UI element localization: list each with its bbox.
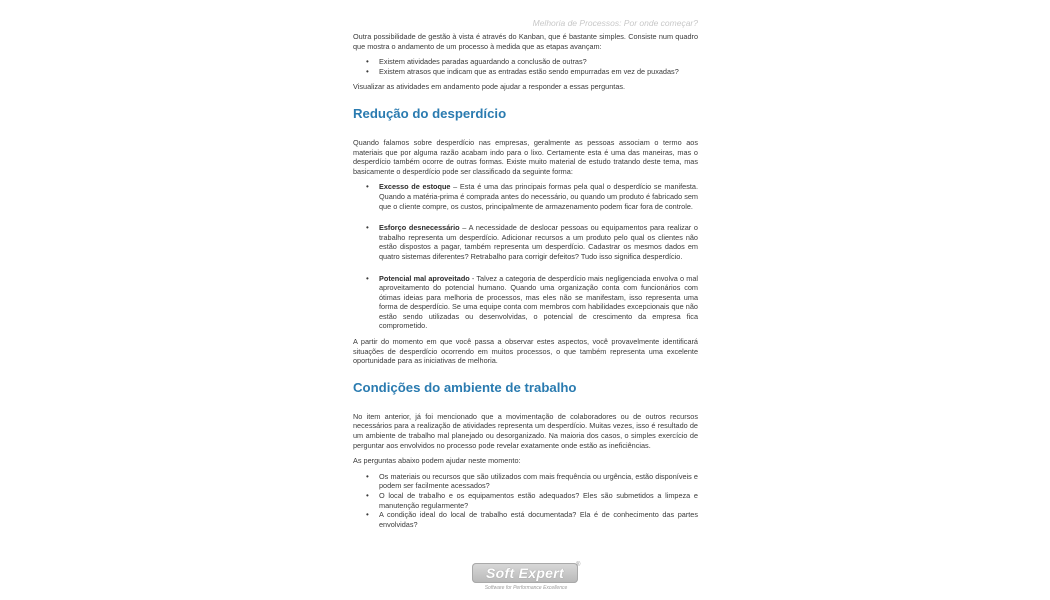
term-description: – A necessidade de deslocar pessoas ou equipamentos para realizar o trabalho representa um desperdício. Adicionar recursos a um produto pelo qual os clientes não estão dispostos a pagar, também representa um desperdício. Cadastrar os mesmos dados em quatro sistemas diferentes? Retrabalho para corrigir defeitos? Tudo isso significa desperdício. bbox=[379, 223, 698, 261]
bullet-icon: • bbox=[366, 57, 369, 67]
running-header: Melhoria de Processos: Por onde começar? bbox=[532, 18, 698, 28]
intro-paragraph: Outra possibilidade de gestão à vista é através do Kanban, que é bastante simples. Consiste num quadro que mostra o andamento de um processo à medida que as etapas avançam: bbox=[353, 32, 698, 51]
list-item-text: Existem atividades paradas aguardando a conclusão de outras? bbox=[379, 57, 587, 67]
term-description: – Esta é uma das principais formas pela qual o desperdício se manifesta. Quando a matéria-prima é comprada antes do necessário, ou quando um produto é fabricado sem que o cliente compre, os custos, principalmente de armazenamento podem ficar fora de controle. bbox=[379, 182, 698, 211]
list-item bbox=[366, 57, 698, 67]
environment-lead: As perguntas abaixo podem ajudar neste momento: bbox=[353, 456, 521, 466]
intro-closing: Visualizar as atividades em andamento pode ajudar a responder a essas perguntas. bbox=[353, 82, 626, 92]
logo-text: Soft Expert bbox=[486, 565, 564, 581]
list-item bbox=[366, 491, 698, 510]
list-item-text: Os materiais ou recursos que são utilizados com mais frequência ou urgência, estão disponíveis e podem ser facilmente acessados? bbox=[379, 471, 698, 491]
term-label: Esforço desnecessário bbox=[379, 223, 460, 233]
bullet-icon: • bbox=[366, 471, 369, 481]
term-description: - Talvez a categoria de desperdício mais negligenciada envolva o mal aproveitamento do potencial humano. Quando uma organização conta com funcionários com ótimas ideias para melhoria de processos, mas eles não se manifestam, isso representa uma forma de desperdício. Se uma equipe conta com membros com habilidades excepcionais que não estão sendo utilizadas ou desenvolvidas, o potencial de crescimento da empresa fica comprometido. bbox=[379, 273, 698, 331]
waste-closing: A partir do momento em que você passa a observar estes aspectos, você provavelmente identificará situações de desperdício ocorrendo em muitos processos, o que também representa uma excelente oportunidade para as iniciativas de melhoria. bbox=[353, 337, 698, 366]
list-item bbox=[366, 273, 698, 332]
bullet-icon: • bbox=[366, 510, 369, 520]
section-heading-work-environment: Condições do ambiente de trabalho bbox=[353, 379, 577, 395]
list-item-text: A condição ideal do local de trabalho está documentada? Ela é de conhecimento das partes envolvidas? bbox=[379, 510, 698, 529]
bullet-icon: • bbox=[366, 491, 369, 500]
term-label: Excesso de estoque bbox=[379, 182, 451, 192]
section-heading-waste-reduction: Redução do desperdício bbox=[353, 105, 507, 121]
term-label: Potencial mal aproveitado bbox=[379, 273, 470, 283]
softexpert-logo bbox=[472, 563, 582, 595]
bullet-icon: • bbox=[366, 223, 369, 233]
waste-paragraph: Quando falamos sobre desperdício nas empresas, geralmente as pessoas associam o termo aos materiais que por alguma razão acabam indo para o lixo. Certamente esta é uma das maneiras, mas o desperdício também ocorre de outras formas. Existe muito material de estudo tratando deste tema, mas basicamente o desperdício pode ser classificado da seguinte forma: bbox=[353, 137, 698, 176]
list-item bbox=[366, 223, 698, 261]
list-item bbox=[366, 182, 698, 211]
environment-paragraph: No item anterior, já foi mencionado que a movimentação de colaboradores ou de outros recursos necessários para a realização de atividades representa um desperdício. Muitas vezes, isso é resultado de um ambiente de trabalho mal planejado ou desorganizado. Na maioria dos casos, o simples exercício de perguntar aos envolvidos no processo pode revelar exatamente onde estão as ineficiências. bbox=[353, 411, 698, 450]
logo-tagline: Software for Performance Excellence bbox=[484, 585, 568, 591]
intro-bullet-list bbox=[353, 57, 698, 76]
document-page bbox=[353, 18, 698, 535]
waste-types-list bbox=[353, 182, 698, 331]
list-item bbox=[366, 471, 698, 491]
bullet-icon: • bbox=[366, 273, 369, 283]
list-item bbox=[366, 66, 698, 77]
list-item-text: O local de trabalho e os equipamentos estão adequados? Eles são submetidos a limpeza e manutenção regularmente? bbox=[379, 491, 698, 510]
list-item-text: Existem atrasos que indicam que as entradas estão sendo empurradas em vez de puxadas? bbox=[379, 66, 679, 76]
bullet-icon: • bbox=[366, 182, 369, 192]
environment-questions-list bbox=[353, 472, 698, 530]
registered-mark: ® bbox=[576, 562, 581, 568]
bullet-icon: • bbox=[366, 66, 369, 76]
list-item bbox=[366, 510, 698, 529]
